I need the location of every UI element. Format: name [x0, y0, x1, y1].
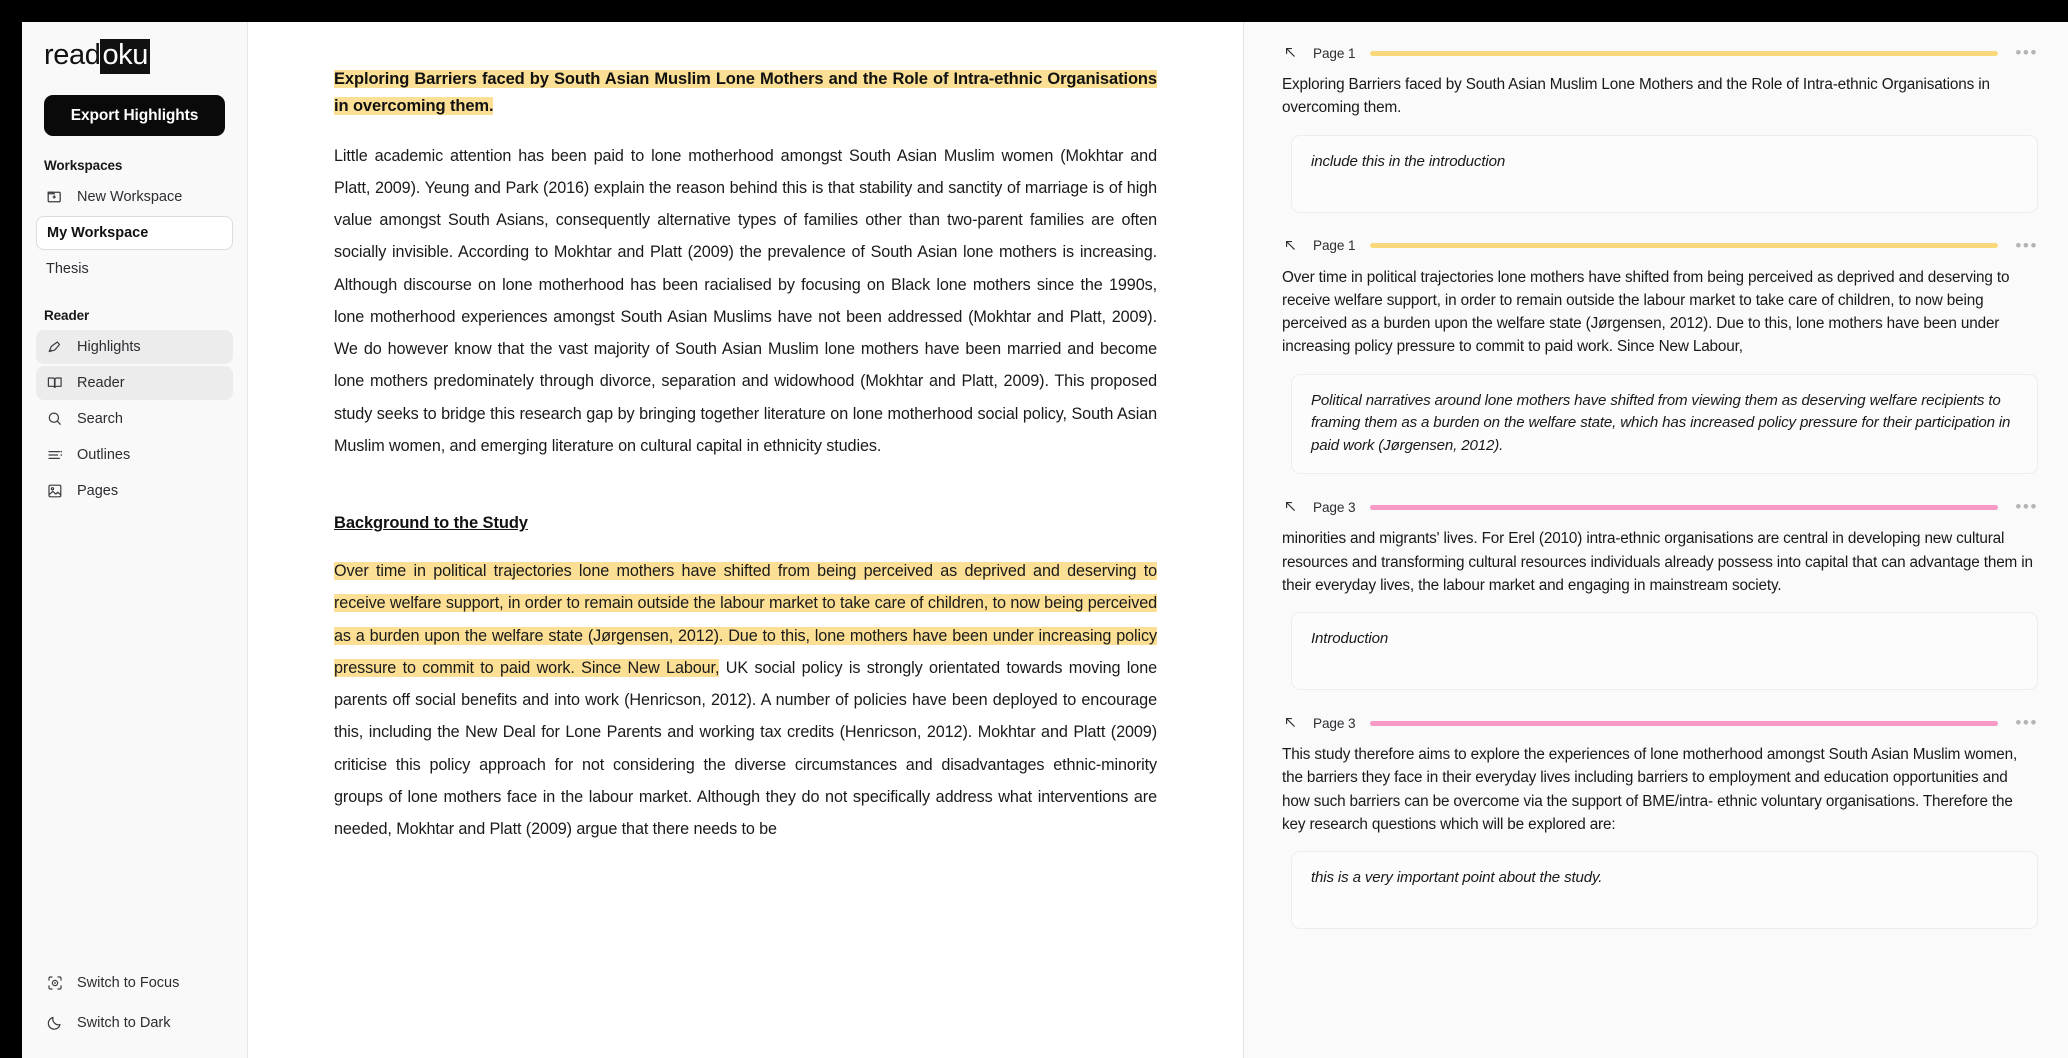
highlight-text: This study therefore aims to explore the experiences of lone motherhood amongst South Asian Muslim women, the barriers they face in their everyday lives including barriers to employment and education opportunities and how such barriers can be overcome via the support of BME/intra- ethnic voluntary organisations. Therefore the key research questions which will be explored are:: [1282, 746, 2018, 833]
highlight-text: Exploring Barriers faced by South Asian Muslim Lone Mothers and the Role of Intra-ethnic Organisations in overcoming them.: [1282, 76, 1990, 117]
logo-mark: oku: [100, 39, 150, 74]
sidebar-item-my-workspace[interactable]: [36, 216, 233, 250]
document-page: [248, 22, 1243, 1058]
moon-icon: [46, 1014, 64, 1032]
app-logo: [22, 22, 247, 74]
jump-to-highlight-icon[interactable]: [1282, 715, 1299, 732]
sidebar-item-outlines[interactable]: [36, 438, 233, 472]
highlight-options-button[interactable]: •••: [2015, 43, 2038, 62]
logo-prefix: read: [44, 39, 101, 71]
sidebar-item-new-workspace[interactable]: [36, 180, 233, 214]
highlight-card-header: [1282, 42, 2038, 64]
sidebar-item-label: Highlights: [77, 339, 141, 355]
sidebar-item-label: Reader: [77, 375, 125, 391]
page-label: Page 3: [1313, 715, 1356, 731]
highlight-options-button[interactable]: •••: [2015, 235, 2038, 255]
document-heading-background: Background to the Study: [334, 514, 528, 533]
document-pane[interactable]: [248, 22, 1243, 1058]
page-label: Page 3: [1313, 499, 1356, 515]
sidebar-item-label: Pages: [77, 483, 119, 499]
highlight-text: Over time in political trajectories lone mothers have shifted from being perceived as deprived and deserving to receive welfare support, in order to remain outside the labour market to take care of children, to now being perceived as a burden upon the welfare state (Jørgensen, 2012). Due to this, lone mothers have been under increasing policy pressure to commit to paid work. Since New Labour,: [1282, 268, 2010, 356]
highlight-note[interactable]: include this in the introduction: [1291, 135, 2038, 213]
sidebar-item-label: New Workspace: [77, 189, 183, 205]
highlight-color-bar: [1370, 51, 1999, 56]
highlight-card[interactable]: [1282, 496, 2038, 690]
highlight-card-header: [1282, 712, 2038, 734]
sidebar-item-pages[interactable]: [36, 474, 233, 508]
sidebar-item-label: Search: [77, 411, 123, 427]
sidebar-item-label: Outlines: [77, 447, 131, 463]
highlight-card-header: [1282, 496, 2038, 518]
book-icon: [46, 374, 64, 392]
search-icon: [46, 410, 64, 428]
highlight-color-bar: [1370, 243, 1999, 248]
highlight-card[interactable]: [1282, 235, 2038, 475]
highlight-note[interactable]: Political narratives around lone mothers have shifted from viewing them as deserving welfare recipients to framing them as a burden on the welfare state, which has increased policy pressure for their participation in paid work (Jørgensen, 2012).: [1291, 374, 2038, 475]
highlight-color-bar: [1370, 505, 1999, 510]
list-icon: [46, 446, 64, 464]
sidebar-item-label: My Workspace: [47, 225, 149, 241]
sidebar-item-label: Switch to Dark: [77, 1015, 171, 1031]
sidebar-item-highlights[interactable]: [36, 330, 233, 364]
workspaces-list: [22, 180, 247, 286]
workspaces-heading: Workspaces: [44, 158, 123, 173]
jump-to-highlight-icon[interactable]: [1282, 237, 1299, 254]
sidebar-bottom-actions: [22, 966, 247, 1040]
switch-to-focus-button[interactable]: [36, 966, 233, 1000]
highlight-card-header: [1282, 235, 2038, 257]
document-paragraph-1[interactable]: Little academic attention has been paid to lone motherhood amongst South Asian Muslim women (Mokhtar and Platt, 2009). Yeung and Park (2016) explain the reason behind this is that stability and sanctity of marriage is of high value amongst South Asians, consequently alternative types of families other than two-parent families are often socially invisible. According to Mokhtar and Platt (2009) the prevalence of South Asian lone mothers is increasing. Although discourse on lone motherhood has been racialised by focusing on Black lone mothers since the 1990s, lone motherhood experiences amongst South Asian Muslims have not been addressed (Mokhtar and Platt, 2009). We do however know that the vast majority of South Asian Muslim lone mothers have been married and become lone mothers predominately through divorce, separation and widowhood (Mokhtar and Platt, 2009). This proposed study seeks to bridge this research gap by bringing together literature on lone motherhood social policy, South Asian Muslim women, and emerging literature on cultural capital in ethnicity studies.: [334, 146, 1157, 455]
highlighter-icon: [46, 338, 64, 356]
title-highlight[interactable]: Exploring Barriers faced by South Asian Muslim Lone Mothers and the Role of Intra-ethnic Organisations in overcoming them.: [334, 70, 1157, 115]
image-icon: [46, 482, 64, 500]
folder-plus-icon: [46, 188, 64, 206]
document-paragraph-2[interactable]: [334, 555, 1157, 845]
highlight-color-bar: [1370, 721, 1999, 726]
highlight-options-button[interactable]: •••: [2015, 497, 2038, 517]
highlight-card[interactable]: [1282, 42, 2038, 213]
jump-to-highlight-icon[interactable]: [1282, 499, 1299, 516]
highlight-note[interactable]: Introduction: [1291, 612, 2038, 690]
highlights-panel[interactable]: [1243, 22, 2068, 1058]
focus-icon: [46, 974, 64, 992]
sidebar-item-label: Thesis: [46, 261, 89, 277]
highlight-card[interactable]: [1282, 712, 2038, 929]
jump-to-highlight-icon[interactable]: [1282, 45, 1299, 62]
paragraph-2-highlight[interactable]: Over time in political trajectories lone mothers have shifted from being perceived as deprived and deserving to receive welfare support, in order to remain outside the labour market to take care of children, to now being perceived as a burden upon the welfare state (Jørgensen, 2012). Due to this, lone mothers have been under increasing policy pressure to commit to paid work. Since New Labour,: [334, 562, 1157, 677]
sidebar-item-search[interactable]: [36, 402, 233, 436]
export-highlights-button[interactable]: Export Highlights: [44, 95, 225, 136]
paragraph-2-rest: UK social policy is strongly orientated towards moving lone parents off social benefits and into work (Henricson, 2012). A number of policies have been deployed to encourage this, including the New Deal for Lone Parents and working tax credits (Henricson, 2012). Mokhtar and Platt (2009) criticise this policy approach for not considering the diverse circumstances and disadvantages ethnic-minority groups of lone mothers face in the labour market. Although they do not specifically address what interventions are needed, Mokhtar and Platt (2009) argue that there needs to be: [334, 658, 1158, 838]
sidebar-item-thesis[interactable]: [36, 252, 233, 286]
reader-heading: Reader: [44, 308, 90, 323]
left-sidebar: [22, 22, 248, 1058]
highlight-options-button[interactable]: •••: [2015, 713, 2038, 733]
page-label: Page 1: [1313, 238, 1356, 253]
highlight-text: minorities and migrants' lives. For Erel (2010) intra-ethnic organisations are central in developing new cultural resources and transforming cultural resources individuals already possess into capital that can advantage them in their everyday lives, the labour market and engaging in mainstream society.: [1282, 530, 2033, 594]
document-title[interactable]: [334, 66, 1157, 120]
switch-to-dark-button[interactable]: [36, 1006, 233, 1040]
sidebar-item-reader[interactable]: [36, 366, 233, 400]
page-label: Page 1: [1313, 45, 1356, 61]
highlight-note[interactable]: this is a very important point about the study.: [1291, 851, 2038, 929]
sidebar-item-label: Switch to Focus: [77, 975, 180, 991]
reader-nav-list: [22, 330, 247, 508]
